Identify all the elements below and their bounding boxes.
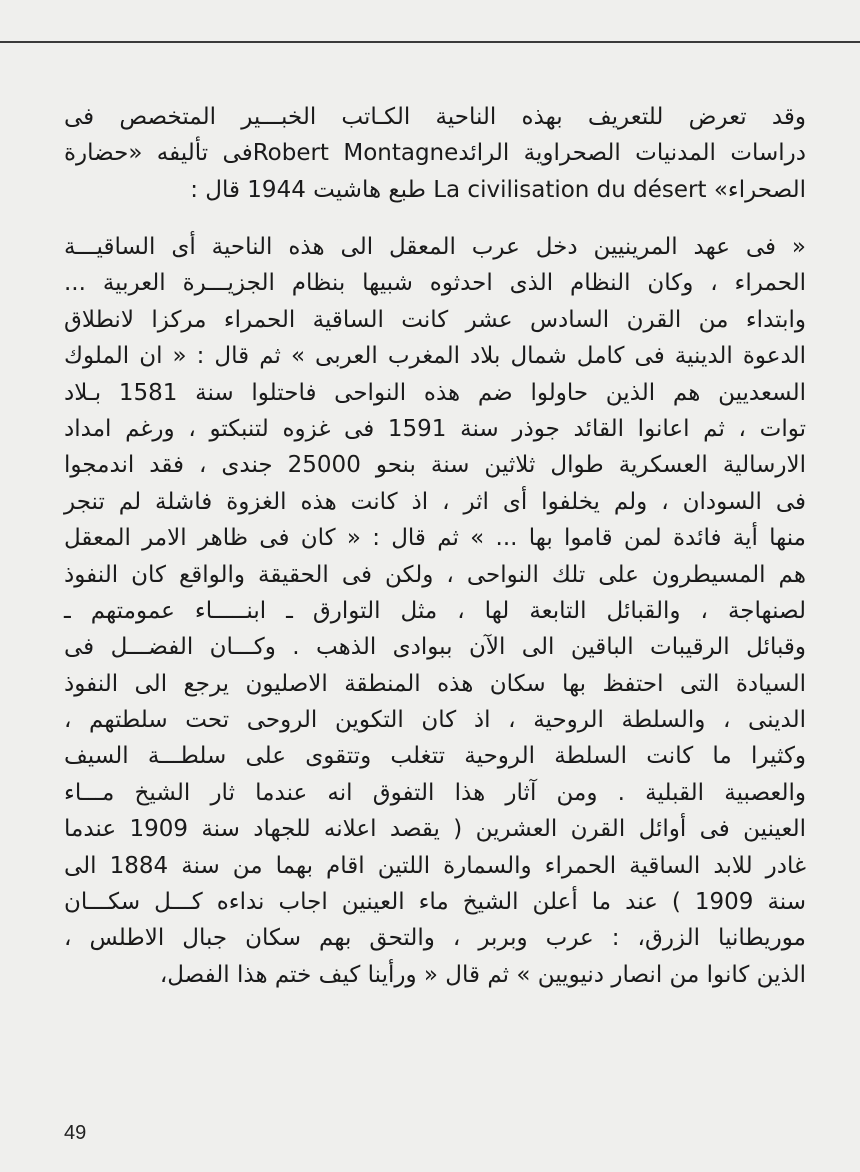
paragraph-2-line-20: موريطانيا الزرق، : عرب وبربر ، والتحق بهم سكان جبال الاطلس ،	[64, 925, 806, 952]
paragraph-2-line-17: العينين فى أوائل القرن العشرين ( يقصد اعلانه للجهاد سنة 1909 عندما	[64, 816, 806, 843]
paragraph-1-line-3: الصحراء» La civilisation du désert طبع هاشيت 1944 قال :	[190, 176, 806, 203]
paragraph-2-line-6: توات ، ثم اعانوا القائد جوذر سنة 1591 فى غزوه لتنبكتو ، ورغم امداد	[64, 415, 806, 442]
paragraph-2-line-5: السعديين هم الذين حاولوا ضم هذه النواحى فاحتلوا سنة 1581 بـلاد	[64, 379, 806, 406]
paragraph-1	[64, 99, 806, 208]
paragraph-1-line-2: دراسات المدنيات الصحراوية الرائدRobert Montagneفى تأليفه «حضارة	[64, 140, 807, 167]
paragraph-2-line-1: « فى عهد المرينيين دخل عرب المعقل الى هذه الناحية أى الساقيـــة	[64, 234, 806, 260]
paragraph-2-line-7: الارسالية العسكرية طوال ثلاثين سنة بنحو 25000 جندى ، فقد اندمجوا	[64, 452, 806, 479]
paragraph-2-line-15: وكثيرا ما كانت السلطة الروحية تتغلب وتتقوى على سلطـــة السيف	[64, 743, 806, 770]
paragraph-2-line-2: الحمراء ، وكان النظام الذى احدثوه شبيها بنظام الجزيـــرة العربية ...	[64, 270, 806, 297]
paragraph-2-line-9: منها أية فائدة لمن قاموا بها ... » ثم قال : « كان فى ظاهر الامر المعقل	[64, 525, 806, 552]
paragraph-2-line-12: وقبائل الرقيبات الباقين الى الآن ببوادى الذهب . وكـــان الفضـــل فى	[64, 634, 806, 661]
paragraph-2-line-21: الذين كانوا من انصار دنيويين » ثم قال « ورأينا كيف ختم هذا الفصل،	[159, 961, 806, 988]
paragraph-2-line-8: فى السودان ، ولم يخلفوا أى اثر ، اذ كانت هذه الغزوة فاشلة لم تنجر	[64, 488, 806, 515]
paragraph-2-line-14: الدينى ، والسلطة الروحية ، اذ كان التكوين الروحى تحت سلطتهم ،	[64, 707, 806, 734]
paragraph-2-line-13: السيادة التى احتفظ بها سكان هذه المنطقة الاصليون يرجع الى النفوذ	[64, 670, 806, 697]
paragraph-2-line-4: الدعوة الدينية فى كامل شمال بلاد المغرب العربى » ثم قال : « ان الملوك	[64, 343, 806, 370]
paragraph-2-quotation	[64, 229, 806, 993]
paragraph-2-line-19: سنة 1909 ) عند ما أعلن الشيخ ماء العينين اجاب نداءه كـــل سكـــان	[64, 889, 807, 916]
paragraph-2-line-10: هم المسيطرون على تلك النواحى ، ولكن فى الحقيقة والواقع كان النفوذ	[64, 561, 806, 588]
paragraph-1-line-1: وقد تعرض للتعريف بهذه الناحية الكـاتب الخبـــير المتخصص فى	[64, 104, 806, 130]
paragraph-2-line-18: غادر للابد الساقية الحمراء والسمارة اللتين اقام بهما من سنة 1884 الى	[64, 852, 806, 879]
paragraph-2-line-11: لصنهاجة ، والقبائل التابعة لها ، مثل التوارق ـ ابنـــــاء عمومتهم ـ	[64, 597, 806, 624]
paragraph-2-line-16: والعصبية القبلية . ومن آثار هذا التفوق انه عندما ثار الشيخ مـــاء	[64, 779, 806, 806]
page-number: 49	[64, 1122, 87, 1144]
paragraph-2-line-3: وابتداء من القرن السادس عشر كانت الساقية الحمراء مركزا لانطلاق	[64, 306, 806, 333]
top-rule-divider	[0, 41, 860, 43]
